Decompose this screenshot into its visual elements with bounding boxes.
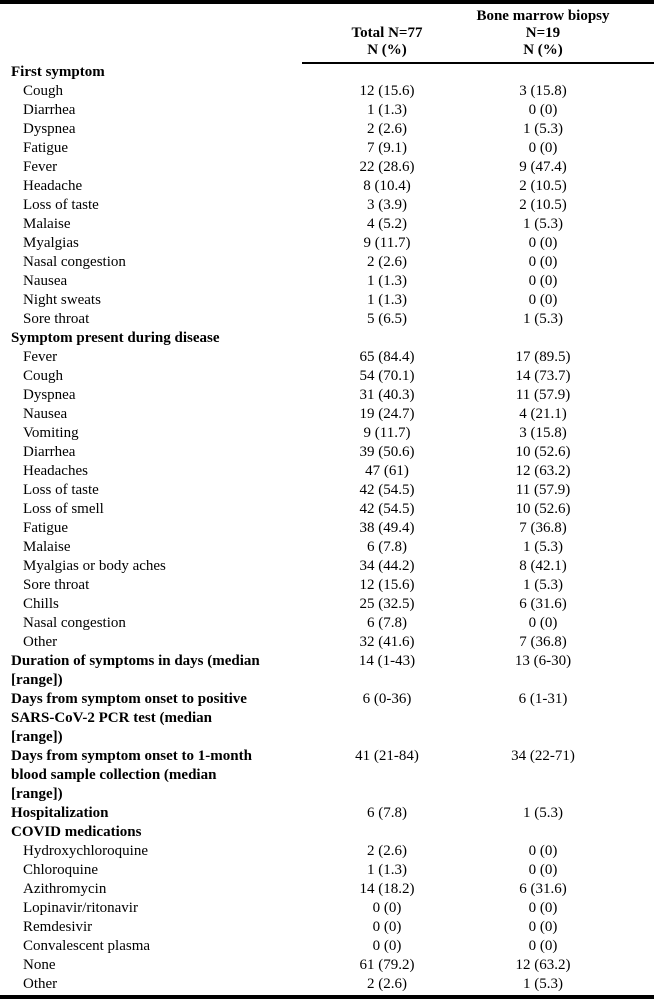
row-label: Days from symptom onset to positive SARS-CoV-2 PCR test (median [range]) <box>11 691 247 745</box>
row-biopsy-value: 10 (52.6) <box>515 444 571 460</box>
row-biopsy-value: 0 (0) <box>528 102 558 118</box>
row-label: Myalgias <box>23 235 79 251</box>
table-row <box>0 215 654 234</box>
row-total-value <box>302 823 472 842</box>
row-total-value: 1 (1.3) <box>367 862 407 878</box>
row-label: Remdesivir <box>23 919 93 935</box>
table-row <box>0 310 654 329</box>
table-row <box>0 253 654 272</box>
row-biopsy-value: 1 (5.3) <box>523 976 563 992</box>
row-biopsy-value: 11 (57.9) <box>515 482 571 498</box>
header-row <box>0 4 654 63</box>
row-total-value: 0 (0) <box>372 938 402 954</box>
row-biopsy-value: 12 (63.2) <box>515 463 571 479</box>
row-total-value: 19 (24.7) <box>359 406 415 422</box>
table-row <box>0 633 654 652</box>
row-biopsy-value: 1 (5.3) <box>523 577 563 593</box>
table-row <box>0 63 654 82</box>
header-biopsy-column <box>472 4 654 63</box>
row-label: Days from symptom onset to 1-month blood sample collection (median [range]) <box>11 748 252 802</box>
row-total-value: 31 (40.3) <box>359 387 415 403</box>
row-label: Nasal congestion <box>23 615 126 631</box>
row-biopsy-value: 17 (89.5) <box>515 349 571 365</box>
row-total-value: 65 (84.4) <box>359 349 415 365</box>
row-total-value: 1 (1.3) <box>367 273 407 289</box>
row-total-value: 22 (28.6) <box>359 159 415 175</box>
row-label: Loss of smell <box>23 501 104 517</box>
row-total-value: 8 (10.4) <box>363 178 411 194</box>
table-row <box>0 348 654 367</box>
row-total-value <box>302 63 472 82</box>
table-row <box>0 557 654 576</box>
row-total-value: 2 (2.6) <box>367 254 407 270</box>
table-row <box>0 823 654 842</box>
row-total-value: 9 (11.7) <box>363 235 411 251</box>
row-total-value: 2 (2.6) <box>367 843 407 859</box>
row-biopsy-value: 1 (5.3) <box>523 121 563 137</box>
row-biopsy-value: 0 (0) <box>528 254 558 270</box>
row-biopsy-value: 1 (5.3) <box>523 805 563 821</box>
row-total-value: 12 (15.6) <box>359 577 415 593</box>
row-label: Myalgias or body aches <box>23 558 166 574</box>
row-biopsy-value <box>472 329 654 348</box>
row-total-value: 6 (7.8) <box>367 539 407 555</box>
table-row <box>0 120 654 139</box>
row-label: Malaise <box>23 216 71 232</box>
table-row <box>0 899 654 918</box>
row-label: Fatigue <box>23 140 68 156</box>
row-label: Chills <box>23 596 59 612</box>
row-biopsy-value: 1 (5.3) <box>523 216 563 232</box>
row-label: Sore throat <box>23 577 90 593</box>
table-row <box>0 519 654 538</box>
row-label: Chloroquine <box>23 862 98 878</box>
table-row <box>0 462 654 481</box>
row-label: Lopinavir/ritonavir <box>23 900 138 916</box>
row-label: Loss of taste <box>23 197 99 213</box>
row-label: None <box>23 957 56 973</box>
row-label: Vomiting <box>23 425 79 441</box>
row-total-value: 14 (1-43) <box>358 653 416 669</box>
row-label: Other <box>23 634 58 650</box>
row-label: Duration of symptoms in days (median [range]) <box>11 653 260 688</box>
row-label: Fever <box>23 159 58 175</box>
table-row <box>0 82 654 101</box>
table-row <box>0 614 654 633</box>
row-total-value: 4 (5.2) <box>367 216 407 232</box>
row-total-value: 39 (50.6) <box>359 444 415 460</box>
row-biopsy-value: 0 (0) <box>528 140 558 156</box>
row-label: First symptom <box>11 64 105 80</box>
table-row <box>0 842 654 861</box>
row-total-value: 47 (61) <box>365 463 409 479</box>
row-label: Headache <box>23 178 83 194</box>
row-total-value: 9 (11.7) <box>363 425 411 441</box>
row-total-value: 14 (18.2) <box>359 881 415 897</box>
row-label: Azithromycin <box>23 881 107 897</box>
row-biopsy-value: 1 (5.3) <box>523 311 563 327</box>
table-row <box>0 595 654 614</box>
row-biopsy-value: 0 (0) <box>528 273 558 289</box>
row-total-value: 6 (7.8) <box>367 615 407 631</box>
row-biopsy-value <box>472 63 654 82</box>
row-label: Malaise <box>23 539 71 555</box>
row-biopsy-value: 34 (22-71) <box>511 748 575 764</box>
table-row <box>0 443 654 462</box>
row-label: Nasal congestion <box>23 254 126 270</box>
table-row <box>0 918 654 937</box>
row-biopsy-value: 0 (0) <box>528 919 558 935</box>
table-row <box>0 937 654 956</box>
row-label: Loss of taste <box>23 482 99 498</box>
row-label: Hospitalization <box>11 805 109 821</box>
row-total-value: 0 (0) <box>372 919 402 935</box>
row-biopsy-value: 13 (6-30) <box>514 653 572 669</box>
row-label: Convalescent plasma <box>23 938 151 954</box>
row-total-value: 38 (49.4) <box>359 520 415 536</box>
table-row <box>0 367 654 386</box>
symptom-table <box>0 4 654 994</box>
row-label: Fatigue <box>23 520 68 536</box>
table-row <box>0 234 654 253</box>
row-biopsy-value: 0 (0) <box>528 938 558 954</box>
row-biopsy-value: 3 (15.8) <box>519 425 567 441</box>
table-row <box>0 386 654 405</box>
row-total-value: 0 (0) <box>372 900 402 916</box>
row-label: Nausea <box>23 273 68 289</box>
row-biopsy-value: 7 (36.8) <box>519 634 567 650</box>
row-biopsy-value: 11 (57.9) <box>515 387 571 403</box>
table-row <box>0 329 654 348</box>
header-total-column <box>302 4 472 63</box>
row-biopsy-value: 9 (47.4) <box>519 159 567 175</box>
row-biopsy-value: 0 (0) <box>528 862 558 878</box>
row-biopsy-value: 6 (31.6) <box>519 881 567 897</box>
table-row <box>0 291 654 310</box>
table-row <box>0 956 654 975</box>
row-biopsy-value: 2 (10.5) <box>519 178 567 194</box>
table-row <box>0 880 654 899</box>
row-biopsy-value: 12 (63.2) <box>515 957 571 973</box>
row-total-value: 3 (3.9) <box>367 197 407 213</box>
row-total-value: 1 (1.3) <box>367 102 407 118</box>
table-row <box>0 405 654 424</box>
row-total-value: 41 (21-84) <box>355 748 419 764</box>
header-total-line2: N (%) <box>367 42 407 58</box>
header-biopsy-line2: N=19 <box>525 25 561 41</box>
table-row <box>0 272 654 291</box>
table-row <box>0 804 654 823</box>
row-label: COVID medications <box>11 824 142 840</box>
table-row <box>0 481 654 500</box>
header-total-line1: Total N=77 <box>351 25 423 41</box>
row-total-value: 6 (7.8) <box>367 805 407 821</box>
row-total-value: 42 (54.5) <box>359 501 415 517</box>
row-biopsy-value: 10 (52.6) <box>515 501 571 517</box>
row-biopsy-value: 14 (73.7) <box>515 368 571 384</box>
row-total-value: 61 (79.2) <box>359 957 415 973</box>
row-biopsy-value: 4 (21.1) <box>519 406 567 422</box>
table-row <box>0 861 654 880</box>
row-total-value: 34 (44.2) <box>359 558 415 574</box>
row-total-value: 25 (32.5) <box>359 596 415 612</box>
table-row <box>0 747 654 804</box>
row-label: Headaches <box>23 463 88 479</box>
table-row <box>0 975 654 994</box>
table-row <box>0 538 654 557</box>
row-label: Other <box>23 976 58 992</box>
row-label: Cough <box>23 83 64 99</box>
row-biopsy-value: 3 (15.8) <box>519 83 567 99</box>
row-biopsy-value: 1 (5.3) <box>523 539 563 555</box>
row-total-value: 5 (6.5) <box>367 311 407 327</box>
row-biopsy-value: 0 (0) <box>528 900 558 916</box>
row-total-value: 42 (54.5) <box>359 482 415 498</box>
row-biopsy-value: 2 (10.5) <box>519 197 567 213</box>
row-label: Night sweats <box>23 292 101 308</box>
table-row <box>0 196 654 215</box>
row-biopsy-value: 8 (42.1) <box>519 558 567 574</box>
table-header <box>0 4 654 63</box>
table-row <box>0 576 654 595</box>
header-biopsy-line1: Bone marrow biopsy <box>476 8 610 24</box>
header-empty-cell <box>0 4 302 63</box>
row-biopsy-value: 0 (0) <box>528 292 558 308</box>
row-label: Fever <box>23 349 58 365</box>
header-biopsy-line3: N (%) <box>523 42 563 58</box>
row-total-value: 32 (41.6) <box>359 634 415 650</box>
row-label: Dyspnea <box>23 387 76 403</box>
row-biopsy-value: 6 (1-31) <box>518 691 568 707</box>
row-total-value: 6 (0-36) <box>362 691 412 707</box>
table-row <box>0 424 654 443</box>
table-row <box>0 177 654 196</box>
table-row <box>0 500 654 519</box>
row-total-value <box>302 329 472 348</box>
row-total-value: 12 (15.6) <box>359 83 415 99</box>
row-biopsy-value: 0 (0) <box>528 843 558 859</box>
row-label: Symptom present during disease <box>11 330 220 346</box>
row-biopsy-value <box>472 823 654 842</box>
row-label: Diarrhea <box>23 102 76 118</box>
row-label: Nausea <box>23 406 68 422</box>
table-row <box>0 101 654 120</box>
row-label: Sore throat <box>23 311 90 327</box>
table-row <box>0 158 654 177</box>
table-row <box>0 690 654 747</box>
row-total-value: 2 (2.6) <box>367 976 407 992</box>
table-body <box>0 63 654 994</box>
row-biopsy-value: 0 (0) <box>528 235 558 251</box>
row-label: Hydroxychloroquine <box>23 843 148 859</box>
row-biopsy-value: 6 (31.6) <box>519 596 567 612</box>
row-label: Cough <box>23 368 64 384</box>
row-total-value: 54 (70.1) <box>359 368 415 384</box>
row-biopsy-value: 7 (36.8) <box>519 520 567 536</box>
row-label: Diarrhea <box>23 444 76 460</box>
row-total-value: 2 (2.6) <box>367 121 407 137</box>
row-biopsy-value: 0 (0) <box>528 615 558 631</box>
row-label: Dyspnea <box>23 121 76 137</box>
row-total-value: 7 (9.1) <box>367 140 407 156</box>
row-total-value: 1 (1.3) <box>367 292 407 308</box>
table-row <box>0 652 654 690</box>
table-row <box>0 139 654 158</box>
